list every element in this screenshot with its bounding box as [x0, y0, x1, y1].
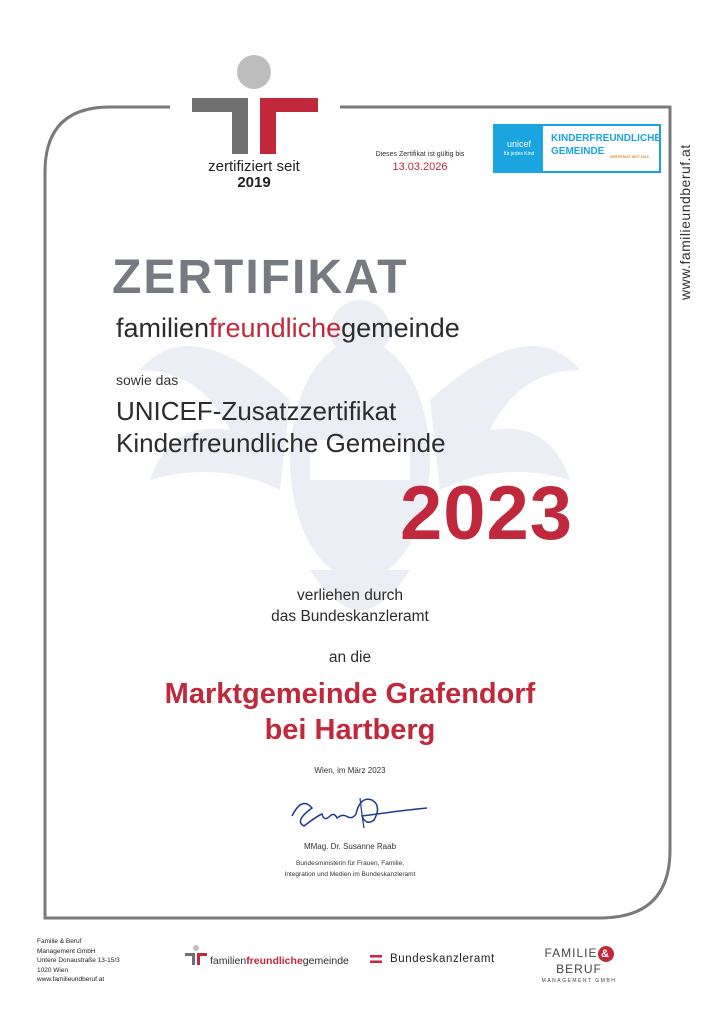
recipient-line1: Marktgemeinde Grafendorf — [164, 678, 536, 710]
to-text: an die — [328, 649, 372, 666]
certified-since-label: zertifiziert seit — [208, 158, 300, 175]
fb-part1: FAMILIE — [544, 946, 598, 960]
unicef-logo — [495, 126, 543, 171]
address-line: Management GmbH — [37, 947, 96, 955]
subtitle-part1: familien — [116, 313, 210, 343]
bundeskanzleramt-logo — [370, 953, 495, 965]
signer-role — [150, 858, 550, 880]
unicef-badge — [493, 124, 661, 173]
familienfreundliche-gemeinde-small-logo-icon — [185, 945, 207, 967]
place-date: Wien, im März 2023 — [314, 766, 386, 775]
fb-part2: BERUF — [556, 962, 602, 976]
vertical-url: www.familieundberuf.at — [677, 144, 693, 300]
certificate-subtitle — [116, 313, 460, 344]
footer-address — [37, 937, 120, 985]
fb-main — [524, 946, 634, 976]
awarded-by — [150, 585, 550, 627]
fg-part3: gemeinde — [302, 955, 349, 967]
bka-text: Bundeskanzleramt — [390, 953, 495, 965]
unicef-certificate-title — [116, 395, 446, 459]
role-line2: Integration und Medien im Bundeskanzleramt — [284, 871, 416, 878]
unicef-badge-line2: GEMEINDE — [551, 146, 605, 157]
fg-part2: freundliche — [246, 955, 303, 967]
validity-label: Dieses Zertifikat ist gültig bis — [375, 151, 465, 158]
address-line: 1020 Wien — [37, 966, 69, 974]
footer-fg-logo-text — [210, 955, 349, 967]
unicef-tagline: für jedes Kind — [503, 151, 535, 157]
certificate-title: ZERTIFIKAT — [112, 251, 409, 304]
certificate-year: 2023 — [400, 471, 574, 556]
fb-small: MANAGEMENT GMBH — [541, 978, 617, 984]
validity-date: 13.03.2026 — [392, 161, 448, 173]
certified-since — [186, 159, 322, 191]
subtitle-part3: gemeinde — [341, 313, 460, 343]
recipient-line2: bei Hartberg — [264, 714, 436, 746]
sowie-text: sowie das — [116, 372, 179, 388]
fg-part1: familien — [210, 955, 247, 967]
unicef-title-line1: UNICEF-Zusatzzertifikat — [116, 396, 397, 426]
signature-image — [282, 786, 432, 836]
unicef-title-line2: Kinderfreundliche Gemeinde — [116, 428, 446, 458]
address-line: www.familieundberuf.at — [37, 976, 105, 983]
validity-note — [360, 151, 480, 173]
awarded-line1: verliehen durch — [297, 587, 403, 604]
unicef-logo-text: unicef — [506, 139, 532, 149]
signer-name: MMag. Dr. Susanne Raab — [303, 842, 397, 851]
role-line1: Bundesministerin für Frauen, Familie, — [295, 860, 404, 867]
unicef-badge-line1: KINDERFREUNDLICHE — [551, 133, 661, 144]
unicef-badge-small: ZERTIFIKAT SEIT 2019 — [610, 155, 649, 159]
familie-beruf-logo — [524, 946, 634, 984]
fb-amp-icon: & — [598, 946, 614, 962]
address-line: Familie & Beruf — [37, 938, 82, 945]
austrian-flag-icon — [370, 955, 382, 963]
certified-since-year: 2019 — [237, 174, 271, 191]
awarded-line2: das Bundeskanzleramt — [271, 608, 429, 625]
address-line: Untere Donaustraße 13-15/3 — [37, 957, 120, 964]
recipient-name — [150, 676, 550, 748]
familienfreundliche-gemeinde-logo-icon — [192, 54, 318, 154]
subtitle-part2: freundliche — [209, 313, 342, 343]
